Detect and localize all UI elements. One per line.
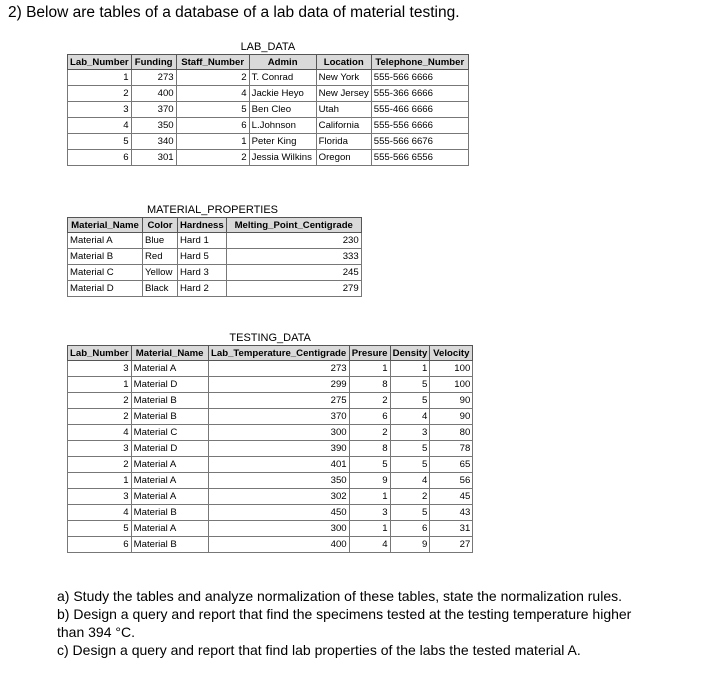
table-cell: 4 xyxy=(68,425,132,441)
lab-data-table-block xyxy=(67,40,469,166)
table-cell: 2 xyxy=(176,70,249,86)
table-cell: 90 xyxy=(430,409,473,425)
table-row xyxy=(68,233,362,249)
table-cell: 2 xyxy=(349,393,390,409)
table-cell: 8 xyxy=(349,377,390,393)
table-cell: 4 xyxy=(390,409,430,425)
table-cell: 275 xyxy=(208,393,349,409)
table-cell: 6 xyxy=(349,409,390,425)
table-cell: 2 xyxy=(176,150,249,166)
table-cell: 4 xyxy=(68,505,132,521)
table-row xyxy=(68,70,469,86)
table-cell: 4 xyxy=(349,537,390,553)
table-cell: 300 xyxy=(208,521,349,537)
table-cell: 3 xyxy=(349,505,390,521)
table-cell: 27 xyxy=(430,537,473,553)
column-header: Telephone_Number xyxy=(371,55,468,70)
table-cell: Material A xyxy=(131,473,208,489)
table-cell: 1 xyxy=(349,521,390,537)
table-cell: Hard 1 xyxy=(178,233,227,249)
table-cell: 340 xyxy=(131,134,176,150)
table-row xyxy=(68,473,473,489)
table-cell: 401 xyxy=(208,457,349,473)
table-cell: 300 xyxy=(208,425,349,441)
table-cell: New Jersey xyxy=(316,86,371,102)
column-header: Material_Name xyxy=(68,218,143,233)
table-cell: 245 xyxy=(226,265,361,281)
table-cell: 5 xyxy=(390,377,430,393)
question-heading: 2) Below are tables of a database of a lab data of material testing. xyxy=(8,4,460,21)
table-cell: 80 xyxy=(430,425,473,441)
table-cell: 9 xyxy=(349,473,390,489)
table-cell: 5 xyxy=(390,441,430,457)
column-header: Lab_Number xyxy=(68,346,132,361)
lab-data-title: LAB_DATA xyxy=(240,41,296,53)
table-row xyxy=(68,409,473,425)
column-header: Melting_Point_Centigrade xyxy=(226,218,361,233)
table-cell: Blue xyxy=(143,233,178,249)
testing-data-table xyxy=(67,345,473,553)
material-properties-table xyxy=(67,217,362,297)
table-cell: Material A xyxy=(131,521,208,537)
table-cell: 5 xyxy=(349,457,390,473)
table-row xyxy=(68,489,473,505)
table-cell: 1 xyxy=(349,361,390,377)
table-cell: Material B xyxy=(131,393,208,409)
table-cell: Ben Cleo xyxy=(249,102,316,118)
table-row xyxy=(68,86,469,102)
table-cell: 3 xyxy=(68,361,132,377)
table-cell: 5 xyxy=(68,521,132,537)
table-cell: 4 xyxy=(390,473,430,489)
column-header: Lab_Number xyxy=(68,55,132,70)
table-cell: New York xyxy=(316,70,371,86)
material-properties-title: MATERIAL_PROPERTIES xyxy=(147,204,279,216)
question-c: c) Design a query and report that find lab properties of the labs the tested material A. xyxy=(57,642,581,658)
table-cell: 4 xyxy=(176,86,249,102)
table-cell: Material A xyxy=(131,457,208,473)
table-row xyxy=(68,134,469,150)
column-header: Lab_Temperature_Centigrade xyxy=(208,346,349,361)
table-row xyxy=(68,102,469,118)
table-cell: 1 xyxy=(349,489,390,505)
table-cell: 78 xyxy=(430,441,473,457)
table-cell: 45 xyxy=(430,489,473,505)
table-cell: 333 xyxy=(226,249,361,265)
table-cell: Material D xyxy=(131,377,208,393)
table-cell: Material B xyxy=(131,537,208,553)
table-cell: 1 xyxy=(176,134,249,150)
table-cell: Material A xyxy=(131,361,208,377)
table-cell: 6 xyxy=(390,521,430,537)
table-cell: Material A xyxy=(131,489,208,505)
table-row xyxy=(68,441,473,457)
table-cell: 450 xyxy=(208,505,349,521)
table-cell: Black xyxy=(143,281,178,297)
table-cell: 302 xyxy=(208,489,349,505)
table-cell: 2 xyxy=(68,393,132,409)
table-cell: 350 xyxy=(208,473,349,489)
table-row xyxy=(68,393,473,409)
table-cell: 3 xyxy=(390,425,430,441)
table-cell: Material D xyxy=(68,281,143,297)
table-cell: T. Conrad xyxy=(249,70,316,86)
table-cell: 1 xyxy=(68,377,132,393)
table-cell: 390 xyxy=(208,441,349,457)
testing-data-title: TESTING_DATA xyxy=(229,332,311,344)
table-cell: 5 xyxy=(176,102,249,118)
table-cell: 9 xyxy=(390,537,430,553)
table-cell: 273 xyxy=(131,70,176,86)
table-cell: 279 xyxy=(226,281,361,297)
table-cell: California xyxy=(316,118,371,134)
table-cell: 5 xyxy=(390,505,430,521)
table-cell: 100 xyxy=(430,361,473,377)
table-cell: 555-566 6666 xyxy=(371,70,468,86)
table-row xyxy=(68,249,362,265)
table-cell: 555-466 6666 xyxy=(371,102,468,118)
column-header: Presure xyxy=(349,346,390,361)
table-cell: 2 xyxy=(349,425,390,441)
table-row xyxy=(68,425,473,441)
table-cell: Hard 5 xyxy=(178,249,227,265)
table-cell: 350 xyxy=(131,118,176,134)
table-cell: 5 xyxy=(68,134,132,150)
table-row xyxy=(68,265,362,281)
table-cell: 3 xyxy=(68,102,132,118)
table-cell: Material D xyxy=(131,441,208,457)
table-row xyxy=(68,118,469,134)
table-cell: Material B xyxy=(68,249,143,265)
table-cell: Florida xyxy=(316,134,371,150)
questions-list xyxy=(57,587,631,659)
table-row xyxy=(68,521,473,537)
table-cell: L.Johnson xyxy=(249,118,316,134)
table-cell: 1 xyxy=(68,70,132,86)
column-header: Material_Name xyxy=(131,346,208,361)
table-cell: 2 xyxy=(68,86,132,102)
table-cell: 555-566 6556 xyxy=(371,150,468,166)
table-row xyxy=(68,281,362,297)
table-cell: Material C xyxy=(131,425,208,441)
table-cell: 4 xyxy=(68,118,132,134)
table-cell: Yellow xyxy=(143,265,178,281)
table-cell: Red xyxy=(143,249,178,265)
table-cell: 2 xyxy=(390,489,430,505)
table-cell: 31 xyxy=(430,521,473,537)
table-cell: 273 xyxy=(208,361,349,377)
question-b-continued: than 394 °C. xyxy=(57,624,135,640)
table-row xyxy=(68,505,473,521)
lab-data-table xyxy=(67,54,469,166)
table-cell: Material A xyxy=(68,233,143,249)
table-cell: 6 xyxy=(176,118,249,134)
column-header: Color xyxy=(143,218,178,233)
table-cell: 400 xyxy=(131,86,176,102)
table-cell: 299 xyxy=(208,377,349,393)
table-cell: 1 xyxy=(68,473,132,489)
column-header: Density xyxy=(390,346,430,361)
table-cell: 56 xyxy=(430,473,473,489)
table-cell: Material B xyxy=(131,505,208,521)
table-cell: 3 xyxy=(68,489,132,505)
table-cell: 555-556 6666 xyxy=(371,118,468,134)
table-row xyxy=(68,361,473,377)
table-cell: Material C xyxy=(68,265,143,281)
table-row xyxy=(68,377,473,393)
table-cell: Material B xyxy=(131,409,208,425)
table-cell: 1 xyxy=(390,361,430,377)
question-b: b) Design a query and report that find the specimens tested at the testing temperature higher xyxy=(57,606,632,622)
table-cell: Peter King xyxy=(249,134,316,150)
table-cell: Jessia Wilkins xyxy=(249,150,316,166)
question-a: a) Study the tables and analyze normalization of these tables, state the normalization rules. xyxy=(57,588,622,604)
table-cell: 2 xyxy=(68,457,132,473)
table-cell: 5 xyxy=(390,457,430,473)
table-cell: 555-366 6666 xyxy=(371,86,468,102)
table-cell: 43 xyxy=(430,505,473,521)
table-cell: 301 xyxy=(131,150,176,166)
table-cell: 90 xyxy=(430,393,473,409)
table-cell: 8 xyxy=(349,441,390,457)
table-cell: 2 xyxy=(68,409,132,425)
table-cell: 6 xyxy=(68,537,132,553)
column-header: Location xyxy=(316,55,371,70)
table-row xyxy=(68,150,469,166)
table-cell: 100 xyxy=(430,377,473,393)
table-cell: 3 xyxy=(68,441,132,457)
material-properties-table-block xyxy=(67,203,362,297)
table-cell: 6 xyxy=(68,150,132,166)
table-cell: Oregon xyxy=(316,150,371,166)
table-cell: 230 xyxy=(226,233,361,249)
testing-data-table-block xyxy=(67,331,473,553)
table-cell: Utah xyxy=(316,102,371,118)
table-cell: 400 xyxy=(208,537,349,553)
table-cell: 370 xyxy=(208,409,349,425)
table-row xyxy=(68,537,473,553)
table-cell: Jackie Heyo xyxy=(249,86,316,102)
table-cell: 65 xyxy=(430,457,473,473)
table-cell: Hard 2 xyxy=(178,281,227,297)
table-cell: 5 xyxy=(390,393,430,409)
table-cell: 555-566 6676 xyxy=(371,134,468,150)
column-header: Admin xyxy=(249,55,316,70)
column-header: Staff_Number xyxy=(176,55,249,70)
table-cell: Hard 3 xyxy=(178,265,227,281)
table-cell: 370 xyxy=(131,102,176,118)
column-header: Hardness xyxy=(178,218,227,233)
table-row xyxy=(68,457,473,473)
column-header: Funding xyxy=(131,55,176,70)
column-header: Velocity xyxy=(430,346,473,361)
